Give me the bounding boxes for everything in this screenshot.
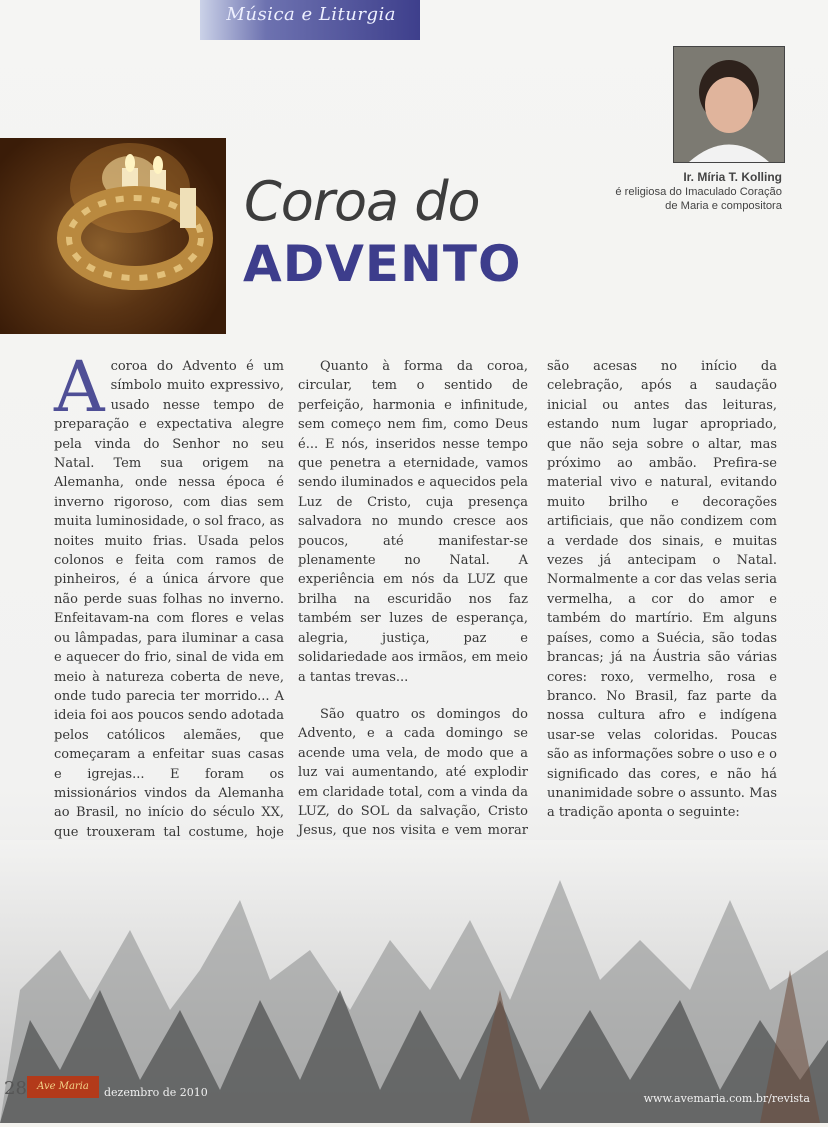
author-portrait <box>673 46 785 163</box>
author-name: Ir. Míria T. Kolling <box>683 170 782 184</box>
paragraph: São quatro os domingos do Advento, e a cada domingo se acende uma vela, de modo que a luz vai aumentando, até explodir em claridade total, com a vinda da LUZ, do SOL da salvação, Cristo Jesus, que nos visita e vem morar <box>298 706 528 839</box>
magazine-logo: Ave Maria <box>27 1076 99 1098</box>
column-3 <box>547 357 777 918</box>
section-tab <box>200 0 420 40</box>
paragraph: Quanto à forma da coroa, circular, tem o sentido de perfeição, harmonia e infinitude, sem começo nem fim, como Deus é... E nós, inseridos nesse tempo que penetra a eternidade, vamos sendo iluminados e aquecidos pela Luz de Cristo, cuja presença salvadora no mundo cresce aos poucos, até manifestar-se plenamente no Natal. A experiência em nós da LUZ que brilha na escuridão nos faz também ser luzes de esperança, alegria, justiça, paz e solidariedade aos irmãos, em meio a tantas trevas... <box>298 359 528 685</box>
issue-date: dezembro de 2010 <box>104 1086 208 1099</box>
paragraph <box>54 346 284 881</box>
drop-cap: A <box>54 346 105 428</box>
title-line-1: Coroa do <box>244 170 480 233</box>
author-bio: é religiosa do Imaculado Coração de Maria e compositora <box>615 185 782 212</box>
website-url: www.avemaria.com.br/revista <box>643 1092 810 1105</box>
advent-wreath-photo <box>0 138 226 334</box>
section-title: Música e Liturgia <box>226 4 396 25</box>
advent-wreath-illustration <box>0 138 226 334</box>
paragraph-text: coroa do Advento é um símbolo muito expressivo, usado nesse tempo de preparação e expectativa alegre pela vinda do Senhor no seu Natal. Tem sua origem na Alemanha, onde nessa época é inverno rigoroso, com dias sem muita luminosidade, o sol fraco, as noites muito frias. Usada pelos colonos e feita com ramos de pinheiros, é a única árvore que não perde suas folhas no inverno. Enfeitavam-na com flores e velas ou lâmpadas, para iluminar a casa e aquecer do frio, sinal de vida em meio à natureza coberta de neve, onde tudo parecia ter morrido... A ideia foi aos poucos sendo adotada pelos católicos alemães, que começaram a enfeitar suas casas e igrejas... E foram os missionários vindos da Alemanha ao Brasil, no início do século XX, que trouxeram tal costume, hoje <box>54 359 284 840</box>
snowy-forest-photo <box>0 840 828 1123</box>
forest-illustration <box>0 840 828 1123</box>
page-number: 28 <box>4 1078 27 1099</box>
author-caption <box>600 170 782 214</box>
column-2 <box>298 357 528 918</box>
title-line-2: ADVENTO <box>243 235 522 293</box>
column-1 <box>54 346 284 881</box>
paragraph: são acesas no início da celebração, após a saudação inicial ou antes das leituras, estando num lugar apropriado, que não seja sobre o altar, mas próximo ao ambão. Prefira-se material vivo e natural, evitando muito brilho e decorações artificiais, que não condizem com a verdade dos sinais, e muitas vezes já antecipam o Natal. Normalmente a cor das velas seria vermelha, a cor do amor e também do martírio. Em alguns países, como a Suécia, são todas brancas; já na Áustria são várias cores: roxo, vermelho, rosa e branco. No Brasil, faz parte da nossa cultura afro e indígena usar-se velas coloridas. Poucas são as informações sobre o uso e o significado das cores, e não há unanimidade sobre o assunto. Mas a tradição aponta o seguinte: <box>547 359 777 821</box>
author-photo-illustration <box>674 47 784 162</box>
